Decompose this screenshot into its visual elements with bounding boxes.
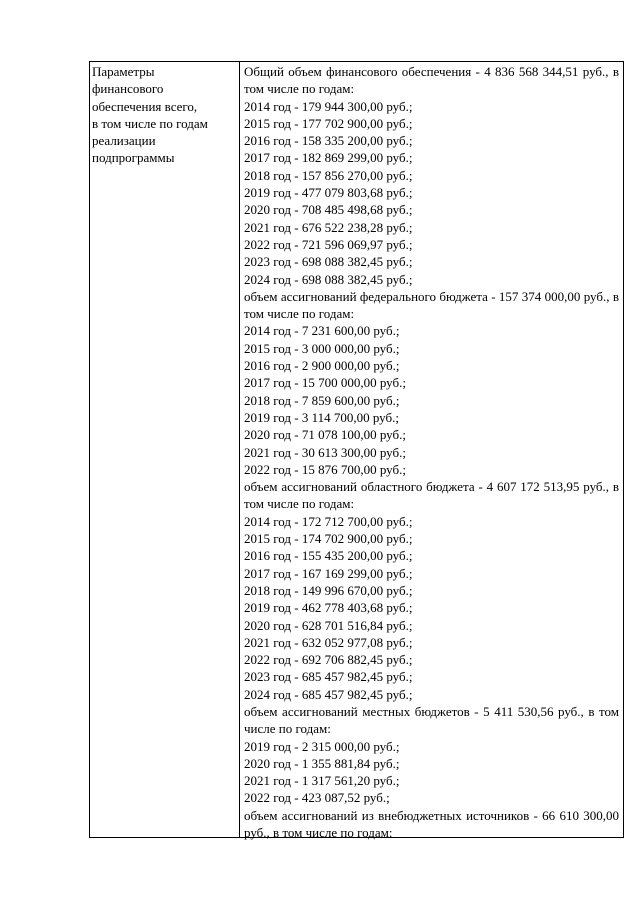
federal-year-line: 2021 год - 30 613 300,00 руб.; — [244, 444, 406, 460]
total-year-line: 2019 год - 477 079 803,68 руб.; — [244, 185, 413, 201]
parameter-label-line: Параметры — [92, 64, 155, 79]
total-year-line: 2021 год - 676 522 238,28 руб.; — [244, 219, 413, 235]
federal-year-line: 2015 год - 3 000 000,00 руб.; — [244, 340, 400, 356]
parameter-label-line: подпрограммы — [92, 150, 175, 166]
parameter-label-line: в том числе по годам — [92, 115, 208, 131]
regional-year-line: 2014 год - 172 712 700,00 руб.; — [244, 513, 413, 529]
total-funding-header: Общий объем финансового обеспечения - 4 836 568 344,51 руб., в том числе по годам: — [244, 64, 619, 97]
total-year-line: 2020 год - 708 485 498,68 руб.; — [244, 202, 413, 218]
total-year-line: 2022 год - 721 596 069,97 руб.; — [244, 236, 413, 252]
regional-year-line: 2021 год - 632 052 977,08 руб.; — [244, 634, 413, 650]
parameter-name-cell — [90, 62, 240, 837]
regional-year-line: 2017 год - 167 169 299,00 руб.; — [244, 565, 413, 581]
parameter-label-line: финансового — [92, 81, 164, 97]
federal-year-line: 2018 год - 7 859 600,00 руб.; — [244, 392, 400, 408]
regional-year-line: 2019 год - 462 778 403,68 руб.; — [244, 600, 413, 616]
financing-parameters-table — [89, 61, 624, 841]
regional-year-line: 2023 год - 685 457 982,45 руб.; — [244, 669, 413, 685]
total-year-line: 2016 год - 158 335 200,00 руб.; — [244, 133, 413, 149]
total-year-line: 2018 год - 157 856 270,00 руб.; — [244, 167, 413, 183]
federal-year-line: 2017 год - 15 700 000,00 руб.; — [244, 375, 406, 391]
total-year-line: 2015 год - 177 702 900,00 руб.; — [244, 115, 413, 131]
federal-year-line: 2016 год - 2 900 000,00 руб.; — [244, 358, 400, 374]
regional-budget-header: объем ассигнований областного бюджета - 4 607 172 513,95 руб., в том числе по годам: — [244, 479, 619, 512]
local-year-line: 2022 год - 423 087,52 руб.; — [244, 790, 390, 806]
federal-year-line: 2014 год - 7 231 600,00 руб.; — [244, 323, 400, 339]
total-year-line: 2024 год - 698 088 382,45 руб.; — [244, 271, 413, 287]
federal-year-line: 2020 год - 71 078 100,00 руб.; — [244, 427, 406, 443]
federal-year-line: 2022 год - 15 876 700,00 руб.; — [244, 461, 406, 477]
federal-year-line: 2019 год - 3 114 700,00 руб.; — [244, 409, 399, 425]
regional-year-line: 2020 год - 628 701 516,84 руб.; — [244, 617, 413, 633]
extrabudgetary-header: объем ассигнований из внебюджетных источников - 66 610 300,00 руб., в том числе по годам: — [244, 807, 619, 841]
local-year-line: 2021 год - 1 317 561,20 руб.; — [244, 773, 400, 789]
regional-year-line: 2015 год - 174 702 900,00 руб.; — [244, 531, 413, 547]
local-year-line: 2019 год - 2 315 000,00 руб.; — [244, 738, 400, 754]
local-year-line: 2020 год - 1 355 881,84 руб.; — [244, 755, 400, 771]
total-year-line: 2014 год - 179 944 300,00 руб.; — [244, 98, 413, 114]
regional-year-line: 2022 год - 692 706 882,45 руб.; — [244, 652, 413, 668]
parameter-label-line: обеспечения всего, — [92, 98, 198, 114]
financing-details-cell — [240, 62, 623, 841]
parameter-label-line: реализации — [92, 133, 156, 149]
total-year-line: 2023 год - 698 088 382,45 руб.; — [244, 254, 413, 270]
federal-budget-header: объем ассигнований федерального бюджета - 157 374 000,00 руб., в том числе по годам: — [244, 288, 619, 322]
regional-year-line: 2024 год - 685 457 982,45 руб.; — [244, 686, 413, 702]
local-budget-header: объем ассигнований местных бюджетов - 5 411 530,56 руб., в том числе по годам: — [244, 703, 619, 737]
total-year-line: 2017 год - 182 869 299,00 руб.; — [244, 150, 413, 166]
regional-year-line: 2018 год - 149 996 670,00 руб.; — [244, 582, 413, 598]
regional-year-line: 2016 год - 155 435 200,00 руб.; — [244, 548, 413, 564]
